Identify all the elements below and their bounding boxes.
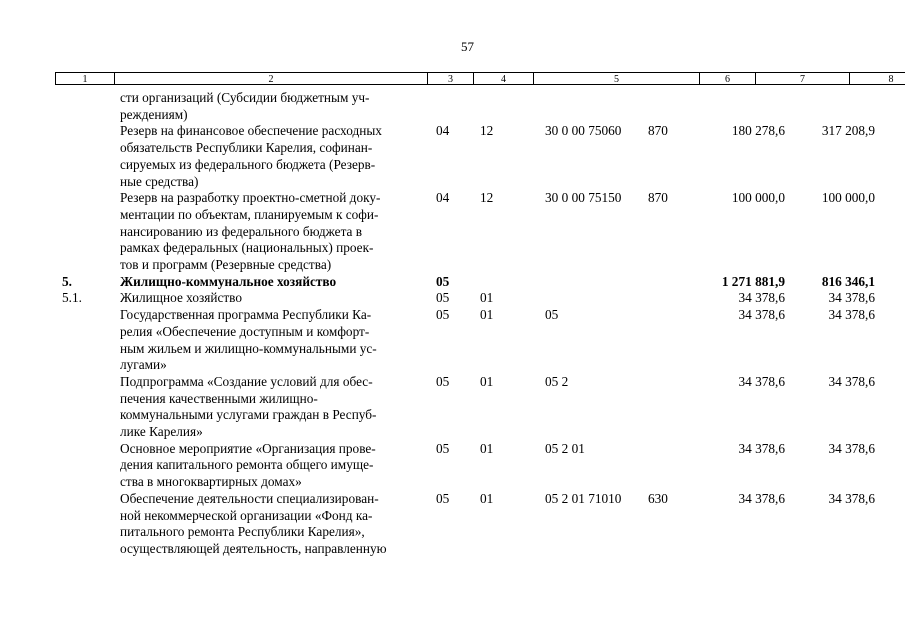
table-row: [0, 307, 905, 374]
expense-type-code: 870: [648, 123, 668, 139]
row-name-line: осуществляющей деятельность, направленную: [120, 540, 387, 556]
row-name-line: питального ремонта Республики Карелия»,: [120, 524, 365, 540]
row-name-line: Подпрограмма «Создание условий для обес-: [120, 373, 373, 389]
row-number: 5.: [62, 273, 72, 289]
row-name-line: Резерв на разработку проектно-сметной доку-: [120, 190, 381, 206]
subsection-code: 01: [480, 373, 494, 389]
page-number: 57: [461, 39, 474, 54]
row-name-line: релия «Обеспечение доступным и комфорт-: [120, 323, 370, 339]
amount-year-2: 34 378,6: [828, 490, 875, 506]
table-row: [0, 90, 905, 123]
row-name-line: Жилищное хозяйство: [120, 290, 242, 306]
row-name-line: реждениям): [120, 106, 188, 122]
row-name-line: ные средства): [120, 173, 199, 189]
subsection-code: 01: [480, 440, 494, 456]
row-name: [120, 374, 420, 441]
column-header-5: 5: [533, 72, 699, 85]
section-code: 04: [436, 190, 450, 206]
table-row: [0, 190, 905, 274]
row-name-line: лугами»: [120, 357, 167, 373]
row-name-line: дения капитального ремонта общего имуще-: [120, 457, 374, 473]
row-name: [120, 491, 420, 558]
amount-year-1: 100 000,0: [731, 190, 785, 206]
row-name-line: рамках федеральных (национальных) проек-: [120, 240, 374, 256]
row-name-line: ства в многоквартирных домах»: [120, 474, 302, 490]
amount-year-2: 816 346,1: [821, 273, 875, 289]
row-name-line: Основное мероприятие «Организация прове-: [120, 440, 376, 456]
subsection-code: 12: [480, 190, 494, 206]
column-header-row: [55, 72, 905, 86]
row-name-line: лике Карелия»: [120, 424, 203, 439]
column-header-3: 3: [427, 72, 473, 85]
column-header-2: 2: [114, 72, 427, 85]
row-name-line: ным жильем и жилищно-коммунальными ус-: [120, 340, 377, 356]
column-header-6: 6: [699, 72, 755, 85]
column-header-8: 8: [849, 72, 905, 85]
column-header-1: 1: [55, 72, 114, 85]
expense-type-code: 630: [648, 490, 668, 506]
row-name-line: тов и программ (Резервные средства): [120, 257, 332, 272]
row-name: [120, 190, 420, 274]
section-code: 05: [436, 490, 450, 506]
row-name-line: Резерв на финансовое обеспечение расходных: [120, 123, 382, 139]
amount-year-2: 100 000,0: [821, 190, 875, 206]
section-code: 05: [436, 307, 450, 323]
amount-year-1: 34 378,6: [738, 373, 785, 389]
table-row: [0, 491, 905, 558]
row-name: [120, 90, 420, 123]
column-header-4: 4: [473, 72, 533, 85]
section-code: 04: [436, 123, 450, 139]
row-name-line: сти организаций (Субсидии бюджетным уч-: [120, 90, 370, 105]
target-article-code: 30 0 00 75060: [545, 123, 622, 139]
subsection-code: 12: [480, 123, 494, 139]
section-code: 05: [436, 273, 450, 289]
table-row: [0, 374, 905, 441]
row-name: [120, 290, 420, 307]
row-name: [120, 274, 420, 291]
row-name-line: Обеспечение деятельности специализирован-: [120, 490, 379, 506]
row-name-line: коммунальными услугами граждан в Респуб-: [120, 407, 377, 423]
row-name: [120, 123, 420, 190]
expense-type-code: 870: [648, 190, 668, 206]
subsection-code: 01: [480, 490, 494, 506]
amount-year-1: 180 278,6: [731, 123, 785, 139]
amount-year-2: 34 378,6: [828, 290, 875, 306]
amount-year-1: 34 378,6: [738, 490, 785, 506]
subsection-code: 01: [480, 307, 494, 323]
table-row: [0, 123, 905, 190]
amount-year-1: 34 378,6: [738, 440, 785, 456]
amount-year-2: 34 378,6: [828, 373, 875, 389]
target-article-code: 05 2: [545, 373, 569, 389]
target-article-code: 05: [545, 307, 559, 323]
table-row: [0, 274, 905, 291]
target-article-code: 30 0 00 75150: [545, 190, 622, 206]
row-number: 5.1.: [62, 290, 82, 306]
amount-year-1: 34 378,6: [738, 290, 785, 306]
amount-year-2: 34 378,6: [828, 440, 875, 456]
row-name-line: нансированию из федерального бюджета в: [120, 223, 363, 239]
amount-year-2: 34 378,6: [828, 307, 875, 323]
target-article-code: 05 2 01: [545, 440, 585, 456]
amount-year-1: 34 378,6: [738, 307, 785, 323]
table-row: [0, 290, 905, 307]
row-name: [120, 441, 420, 491]
section-code: 05: [436, 373, 450, 389]
target-article-code: 05 2 01 71010: [545, 490, 622, 506]
section-code: 05: [436, 440, 450, 456]
row-name-line: печения качественными жилищно-: [120, 390, 318, 406]
row-name-line: обязательств Республики Карелия, софинан-: [120, 140, 373, 156]
row-name-line: ной некоммерческой организации «Фонд ка-: [120, 507, 373, 523]
amount-year-1: 1 271 881,9: [721, 273, 785, 289]
row-name: [120, 307, 420, 374]
row-name-line: сируемых из федерального бюджета (Резерв-: [120, 156, 376, 172]
subsection-code: 01: [480, 290, 494, 306]
row-name-line: Государственная программа Республики Ка-: [120, 307, 372, 323]
row-name-line: ментации по объектам, планируемым к софи-: [120, 206, 379, 222]
section-code: 05: [436, 290, 450, 306]
row-name-line: Жилищно-коммунальное хозяйство: [120, 273, 337, 289]
column-header-7: 7: [755, 72, 849, 85]
amount-year-2: 317 208,9: [821, 123, 875, 139]
table-row: [0, 441, 905, 491]
